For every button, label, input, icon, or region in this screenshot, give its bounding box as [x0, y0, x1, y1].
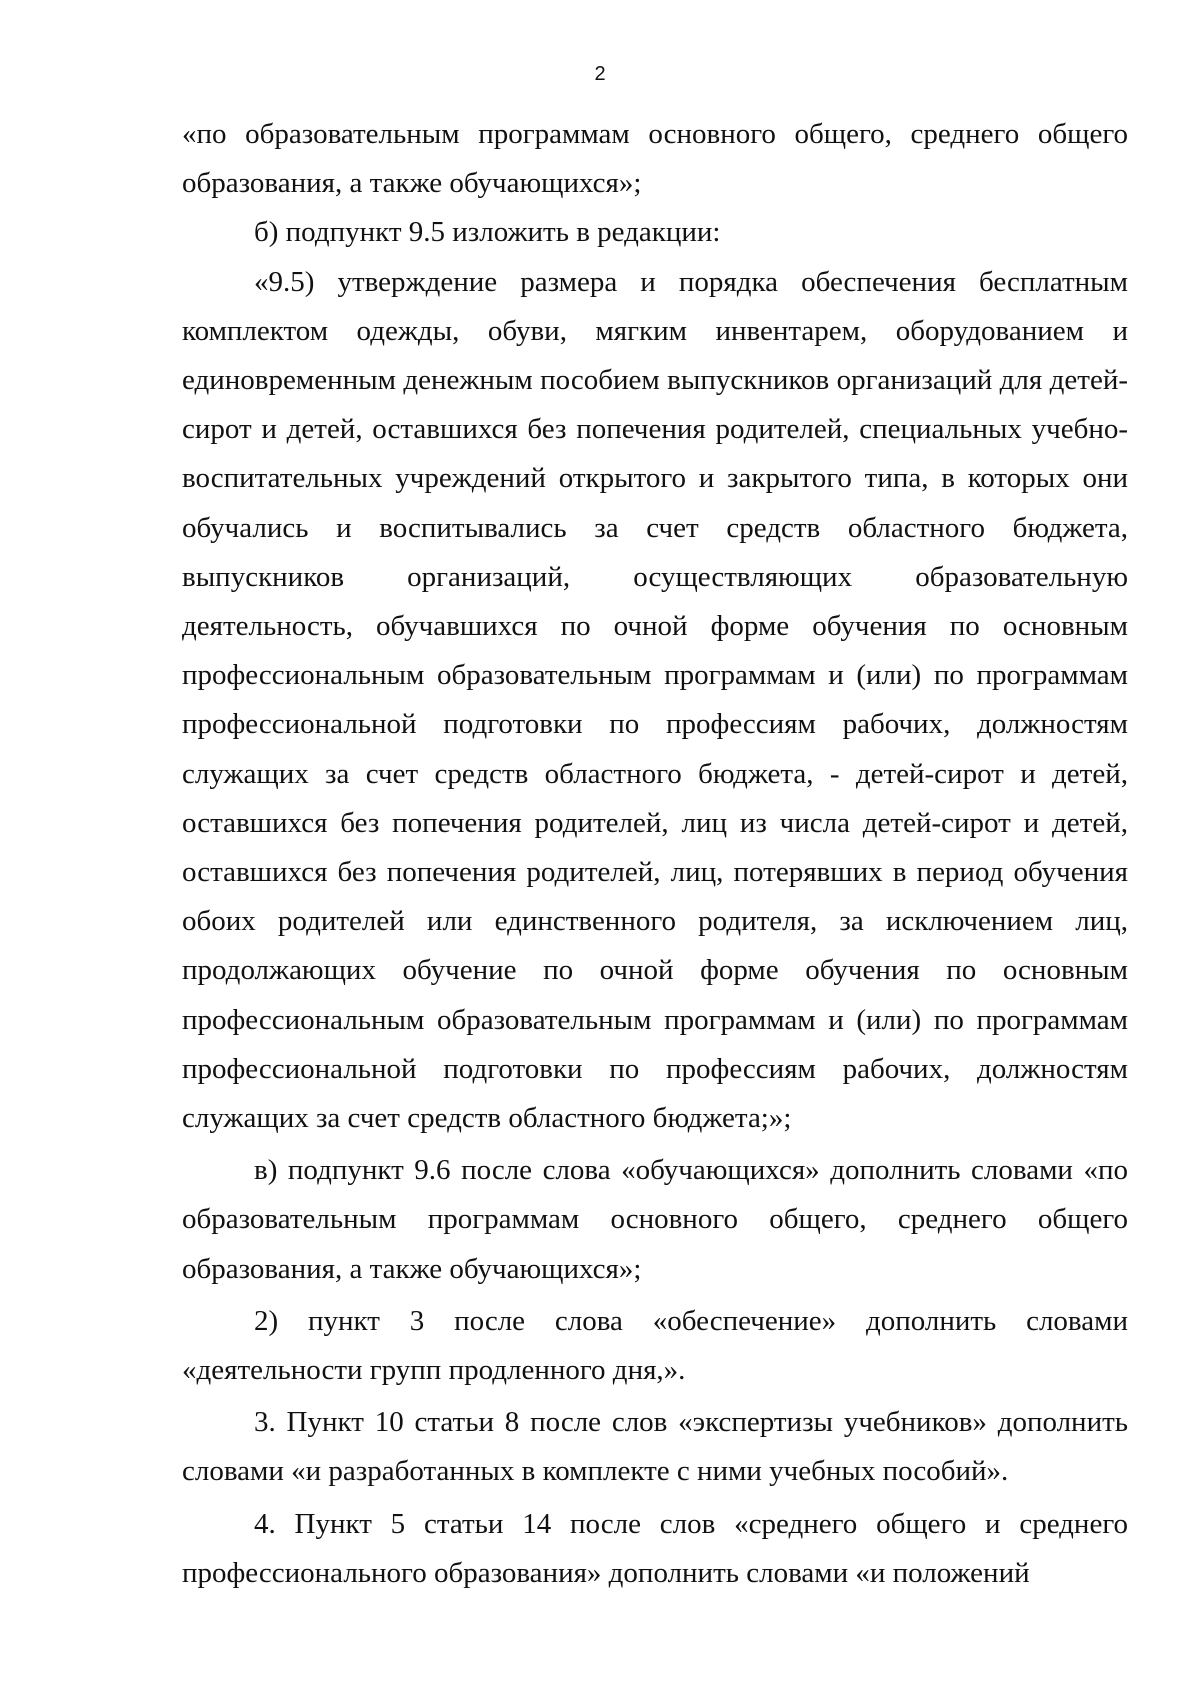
paragraph-item-3: 3. Пункт 10 статьи 8 после слов «экспертизы учебников» дополнить словами «и разработанных в комплекте с ними учебных пособий». — [182, 1406, 1128, 1488]
page-number: 2 — [594, 63, 606, 85]
paragraph-continuation: «по образовательным программам основного общего, среднего общего образования, а также обучающихся»; — [182, 118, 1128, 200]
paragraph-item-4: 4. Пункт 5 статьи 14 после слов «среднего общего и среднего профессионального образования» дополнить словами «и положений — [182, 1507, 1128, 1589]
paragraph-subitem-v: в) подпункт 9.6 после слова «обучающихся» дополнить словами «по образовательным программам основного общего, среднего общего образования, а также обучающихся»; — [182, 1154, 1128, 1285]
paragraph-subitem-b: б) подпункт 9.5 изложить в редакции: — [254, 216, 721, 249]
paragraph-subitem-9-5: «9.5) утверждение размера и порядка обеспечения бесплатным комплектом одежды, обуви, мягким инвентарем, оборудованием и единовременным денежным пособием выпускников организаций для детей-сирот и детей, оставшихся без попечения родителей, специальных учебно-воспитательных учреждений открытого и закрытого типа, в которых они обучались и воспитывались за счет средств областного бюджета, выпускников организаций, осуществляющих образовательную деятельность, обучавшихся по очной форме обучения по основным профессиональным образовательным программам и (или) по программам профессиональной подготовки по профессиям рабочих, должностям служащих за счет средств областного бюджета, - детей-сирот и детей, оставшихся без попечения родителей, лиц из числа детей-сирот и детей, оставшихся без попечения родителей, лиц, потерявших в период обучения обоих родителей или единственного родителя, за исключением лиц, продолжающих обучение по очной форме обучения по основным профессиональным образовательным программам и (или) по программам профессиональной подготовки по профессиям рабочих, должностям служащих за счет средств областного бюджета;»; — [182, 265, 1128, 1135]
document-body — [182, 110, 1128, 1598]
paragraph-item-2: 2) пункт 3 после слова «обеспечение» дополнить словами «деятельности групп продленного дня,». — [182, 1304, 1128, 1387]
